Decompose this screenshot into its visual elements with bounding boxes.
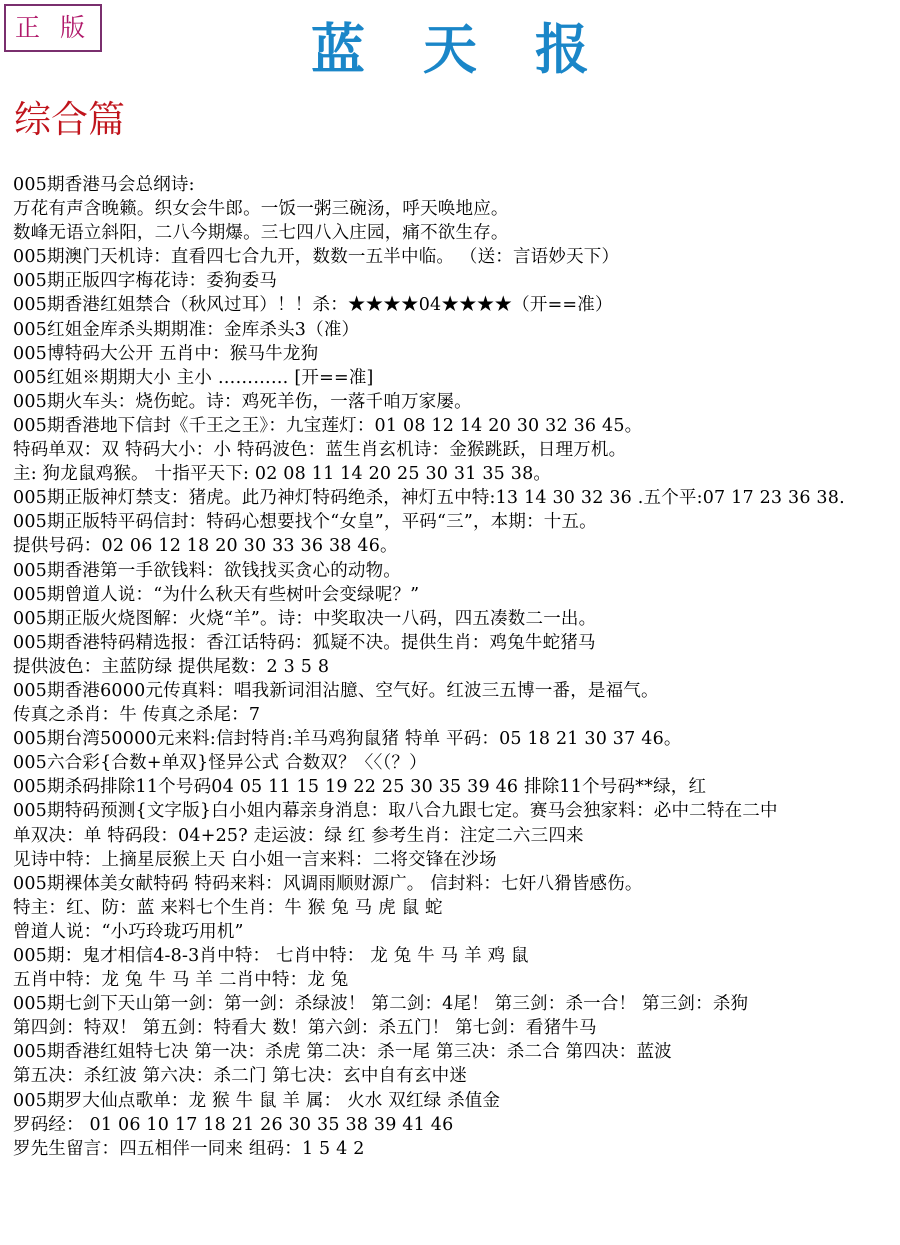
text-line: 005期香港特码精选报：香江话特码：狐疑不决。提供生肖：鸡兔牛蛇猪马 <box>13 632 596 653</box>
text-line: 005期香港红姐禁合（秋风过耳）！！杀：★★★★04★★★★（开==准） <box>13 295 613 316</box>
text-line: 005红姐※期期大小 主小 ………… [开==准] <box>13 367 374 388</box>
text-line: 单双决：单 特码段：04+25? 走运波：绿 红 参考生肖：注定二六三四来 <box>13 825 584 846</box>
text-line: 主: 狗龙鼠鸡猴。 十指平天下: 02 08 11 14 20 25 30 31 35 38。 <box>13 464 552 485</box>
section-heading: 综合篇 <box>14 98 125 141</box>
text-line: 数峰无语立斜阳，二八今期爆。三七四八入庄园，痛不欲生存。 <box>13 223 509 244</box>
content-lines <box>13 173 898 1185</box>
text-line: 005期火车头：烧伤蛇。诗：鸡死羊伤，一落千咱万家屡。 <box>13 391 472 412</box>
text-line: 005期杀码排除11个号码04 05 11 15 19 22 25 30 35 39 46 排除11个号码**绿，红 <box>13 777 707 798</box>
text-line: 005六合彩{合数+单双}怪异公式 合数双？〈〈（？） <box>13 753 427 774</box>
text-line: 提供号码：02 06 12 18 20 30 33 36 38 46。 <box>13 536 398 557</box>
text-line: 005期澳门天机诗：直看四七合九开，数数一五半中临。 （送：言语妙天下） <box>13 247 620 268</box>
text-line: 五肖中特：龙 兔 牛 马 羊 二肖中特：龙 兔 <box>13 970 349 991</box>
text-line: 传真之杀肖：牛 传真之杀尾：7 <box>13 705 261 726</box>
text-line: 005红姐金库杀头期期准：金库杀头3（准） <box>13 319 360 340</box>
text-line: 005期正版神灯禁支：猪虎。此乃神灯特码绝杀，神灯五中特:13 14 30 32 36 .五个平:07 17 23 36 38. <box>13 488 845 509</box>
text-line: 005期香港6000元传真料：唱我新词泪沾臆、空气好。红波三五博一番，是福气。 <box>13 680 659 701</box>
text-line: 005期正版四字梅花诗：委狗委马 <box>13 271 278 292</box>
text-line: 005期曾道人说：“为什么秋天有些树叶会变绿呢？” <box>13 584 420 605</box>
text-line: 005期正版火烧图解：火烧“羊”。诗：中奖取决一八码，四五凑数二一出。 <box>13 608 597 629</box>
text-line <box>13 1161 898 1185</box>
text-line: 005期裸体美女献特码 特码来料：风调雨顺财源广。 信封料：七奸八猾皆感伤。 <box>13 873 643 894</box>
text-line: 005期台湾50000元来料:信封特肖:羊马鸡狗鼠猪 特单 平码：05 18 21 30 37 46。 <box>13 729 682 750</box>
text-line: 曾道人说：“小巧玲珑巧用机” <box>13 921 244 942</box>
text-line: 005期罗大仙点歌单：龙 猴 牛 鼠 羊 属： 火水 双红绿 杀值金 <box>13 1090 501 1111</box>
text-line: 005期香港马会总纲诗: <box>13 175 195 195</box>
text-line: 见诗中特：上摘星辰猴上天 白小姐一言来料：二将交锋在沙场 <box>13 849 497 870</box>
text-line: 005期七剑下天山第一剑：第一剑：杀绿波！ 第二剑：4尾！ 第三剑：杀一合！ 第三剑：杀狗 <box>13 994 749 1015</box>
page-title: 蓝天报 <box>311 17 647 81</box>
text-line: 005期香港红姐特七决 第一决：杀虎 第二决：杀一尾 第三决：杀二合 第四决：蓝波 <box>13 1042 672 1063</box>
text-line: 第五决：杀红波 第六决：杀二门 第七决：玄中自有玄中迷 <box>13 1066 468 1087</box>
text-line: 005期：鬼才相信4-8-3肖中特： 七肖中特： 龙 兔 牛 马 羊 鸡 鼠 <box>13 946 529 966</box>
text-line: 005期香港第一手欲钱料：欲钱找买贪心的动物。 <box>13 560 402 581</box>
text-line: 特主：红、防：蓝 来料七个生肖：牛 猴 兔 马 虎 鼠 蛇 <box>13 897 443 918</box>
text-line: 万花有声含晚籁。织女会牛郎。一饭一粥三碗汤，呼天唤地应。 <box>13 199 509 220</box>
text-line: 罗先生留言：四五相伴一同来 组码：1 5 4 2 <box>13 1138 365 1159</box>
text-line: 罗码经： 01 06 10 17 18 21 26 30 35 38 39 41 46 <box>13 1114 454 1135</box>
text-line: 005期香港地下信封《千王之王》：九宝莲灯：01 08 12 14 20 30 32 36 45。 <box>13 415 643 436</box>
text-line: 提供波色：主蓝防绿 提供尾数：2 3 5 8 <box>13 656 330 677</box>
text-line: 005期特码预测{文字版}白小姐内幕亲身消息：取八合九跟七定。赛马会独家料：必中二特在二中 <box>13 801 778 822</box>
text-line: 005博特码大公开 五肖中：猴马牛龙狗 <box>13 343 319 364</box>
text-line: 005期正版特平码信封：特码心想要找个“女皇”，平码“三”，本期：十五。 <box>13 512 597 533</box>
edition-badge: 正 版 <box>4 4 102 52</box>
text-line: 第四剑：特双！ 第五剑：特看大 数！第六剑：杀五门！ 第七剑：看猪牛马 <box>13 1018 597 1039</box>
text-line: 特码单双：双 特码大小：小 特码波色：蓝生肖玄机诗：金猴跳跃，日理万机。 <box>13 440 627 461</box>
